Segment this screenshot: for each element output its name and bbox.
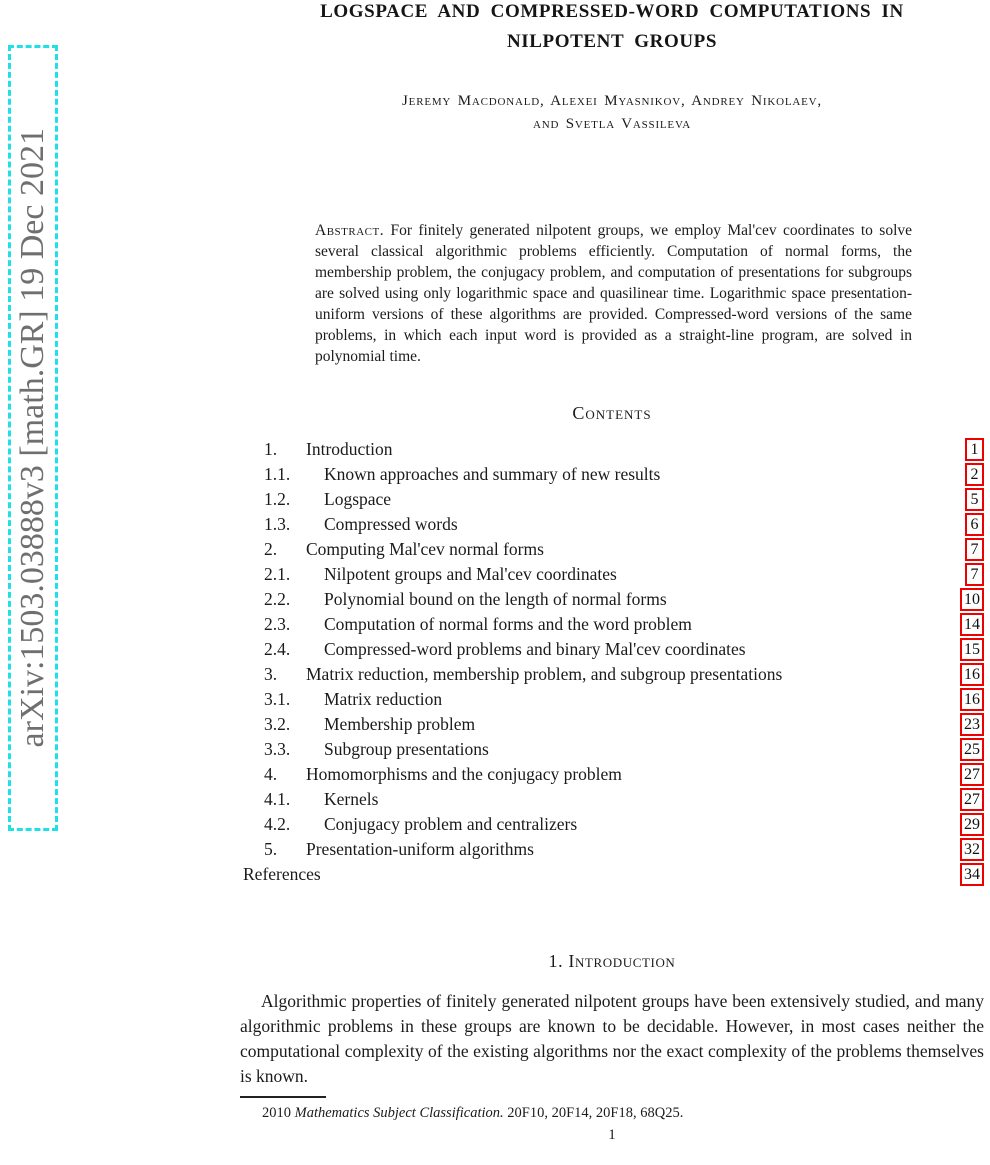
- author-line2: and Svetla Vassileva: [532, 116, 692, 132]
- toc-entry: [240, 662, 984, 687]
- toc-entry-title: Nilpotent groups and Mal'cev coordinates: [324, 564, 617, 584]
- toc-entry-number: 5.: [264, 839, 278, 859]
- toc-page-link[interactable]: 2: [965, 463, 984, 486]
- abstract-text: For finitely generated nilpotent groups, we employ Mal'cev coordinates to solve several classical algorithmic problems efficiently. Computation of normal forms, the membership problem, the conjugacy problem, and computation of presentations for subgroups are solved using only logarithmic space and quasilinear time. Logarithmic space presentation-uniform versions of these algorithms are provided. Compressed-word versions of the same problems, in which each input word is provided as a straight-line program, are solved in polynomial time.: [315, 222, 913, 365]
- toc-page-link[interactable]: 5: [965, 488, 984, 511]
- msc-footnote: [240, 1105, 984, 1122]
- toc-page-link[interactable]: 27: [960, 788, 984, 811]
- toc-page-link[interactable]: 1: [965, 438, 984, 461]
- toc-page-link[interactable]: 16: [960, 688, 984, 711]
- toc-page-link[interactable]: 15: [960, 638, 984, 661]
- abstract: [315, 220, 912, 367]
- toc-entry-number: 2.: [264, 539, 278, 559]
- author-list: [240, 90, 984, 136]
- paper-title: [240, 0, 984, 57]
- toc-entry-number: 3.2.: [264, 714, 291, 734]
- toc-entry: [240, 787, 984, 812]
- toc-entry: [240, 562, 984, 587]
- footnote-rule: [240, 1096, 326, 1098]
- msc-label: Mathematics Subject Classification.: [294, 1105, 504, 1121]
- msc-year: 2010: [262, 1105, 295, 1121]
- toc-page-link[interactable]: 10: [960, 588, 984, 611]
- contents-heading: Contents: [572, 403, 652, 423]
- toc-page-link[interactable]: 34: [960, 863, 984, 886]
- toc-entry-title: Computing Mal'cev normal forms: [306, 539, 544, 559]
- paper-title-line2: NILPOTENT GROUPS: [506, 31, 718, 52]
- toc-entry-title: Compressed-word problems and binary Mal'cev coordinates: [324, 639, 746, 659]
- toc-entry: [240, 587, 984, 612]
- toc-entry: [240, 837, 984, 862]
- toc-entry-number: 1.3.: [264, 514, 291, 534]
- toc-entry-number: 3.3.: [264, 739, 291, 759]
- toc-entry-number: 4.: [264, 764, 278, 784]
- paper-page: [240, 0, 984, 1144]
- toc-entry-title: Membership problem: [324, 714, 476, 734]
- toc-entry-title: Known approaches and summary of new results: [324, 464, 661, 484]
- toc-entry-title: Subgroup presentations: [324, 739, 489, 759]
- toc-entry: [240, 462, 984, 487]
- abstract-label: Abstract.: [315, 222, 385, 239]
- toc-page-link[interactable]: 29: [960, 813, 984, 836]
- arxiv-watermark-box: [8, 45, 58, 831]
- arxiv-watermark-text: arXiv:1503.03888v3 [math.GR] 19 Dec 2021: [14, 128, 51, 748]
- toc-entry-number: 2.2.: [264, 589, 291, 609]
- page-number: 1: [608, 1127, 616, 1143]
- toc-entry-references: [240, 862, 984, 887]
- toc-entry-number: 1.2.: [264, 489, 291, 509]
- toc-entry-title: Logspace: [324, 489, 392, 509]
- toc-entry-title: Matrix reduction, membership problem, and subgroup presentations: [306, 664, 783, 684]
- toc-entry-title: Conjugacy problem and centralizers: [324, 814, 578, 834]
- toc-entry-number: 3.: [264, 664, 278, 684]
- toc-entry-number: 4.2.: [264, 814, 291, 834]
- toc-entry-title: Introduction: [306, 439, 393, 459]
- toc-entry: [240, 762, 984, 787]
- toc-page-link[interactable]: 27: [960, 763, 984, 786]
- toc-entry: [240, 537, 984, 562]
- toc-page-link[interactable]: 6: [965, 513, 984, 536]
- toc-entry: [240, 437, 984, 462]
- toc-entry-title: Matrix reduction: [324, 689, 443, 709]
- toc-entry-number: 2.3.: [264, 614, 291, 634]
- toc-entry-title: References: [243, 864, 321, 884]
- toc-entry-title: Compressed words: [324, 514, 458, 534]
- toc-entry-title: Kernels: [324, 789, 379, 809]
- toc-page-link[interactable]: 32: [960, 838, 984, 861]
- section-1-paragraph: Algorithmic properties of finitely generated nilpotent groups have been extensively studied, and many algorithmic problems in these groups are known to be decidable. However, in most cases neither the computational complexity of the existing algorithms nor the exact complexity of the problems themselves is known.: [240, 991, 984, 1086]
- toc-entry: [240, 612, 984, 637]
- toc-entry-title: Homomorphisms and the conjugacy problem: [306, 764, 622, 784]
- toc-page-link[interactable]: 7: [965, 563, 984, 586]
- toc-page-link[interactable]: 23: [960, 713, 984, 736]
- toc-entry: [240, 512, 984, 537]
- toc-page-link[interactable]: 25: [960, 738, 984, 761]
- table-of-contents: [240, 437, 984, 887]
- toc-entry: [240, 812, 984, 837]
- msc-codes: 20F10, 20F14, 20F18, 68Q25.: [503, 1105, 684, 1121]
- toc-entry-title: Polynomial bound on the length of normal forms: [324, 589, 667, 609]
- toc-entry-number: 1.1.: [264, 464, 291, 484]
- toc-entry-number: 1.: [264, 439, 278, 459]
- toc-entry-title: Computation of normal forms and the word problem: [324, 614, 692, 634]
- section-1-heading: 1. Introduction: [548, 951, 676, 971]
- toc-entry: [240, 487, 984, 512]
- toc-entry: [240, 712, 984, 737]
- toc-entry-number: 2.4.: [264, 639, 291, 659]
- toc-entry-number: 4.1.: [264, 789, 291, 809]
- toc-page-link[interactable]: 16: [960, 663, 984, 686]
- toc-entry: [240, 737, 984, 762]
- author-line1: Jeremy Macdonald, Alexei Myasnikov, Andrey Nikolaev,: [402, 93, 822, 109]
- toc-entry: [240, 687, 984, 712]
- toc-page-link[interactable]: 7: [965, 538, 984, 561]
- toc-page-link[interactable]: 14: [960, 613, 984, 636]
- toc-entry-number: 2.1.: [264, 564, 291, 584]
- toc-entry-title: Presentation-uniform algorithms: [306, 839, 534, 859]
- paper-title-line1: LOGSPACE AND COMPRESSED-WORD COMPUTATIONS IN: [320, 1, 904, 22]
- toc-entry-number: 3.1.: [264, 689, 291, 709]
- toc-entry: [240, 637, 984, 662]
